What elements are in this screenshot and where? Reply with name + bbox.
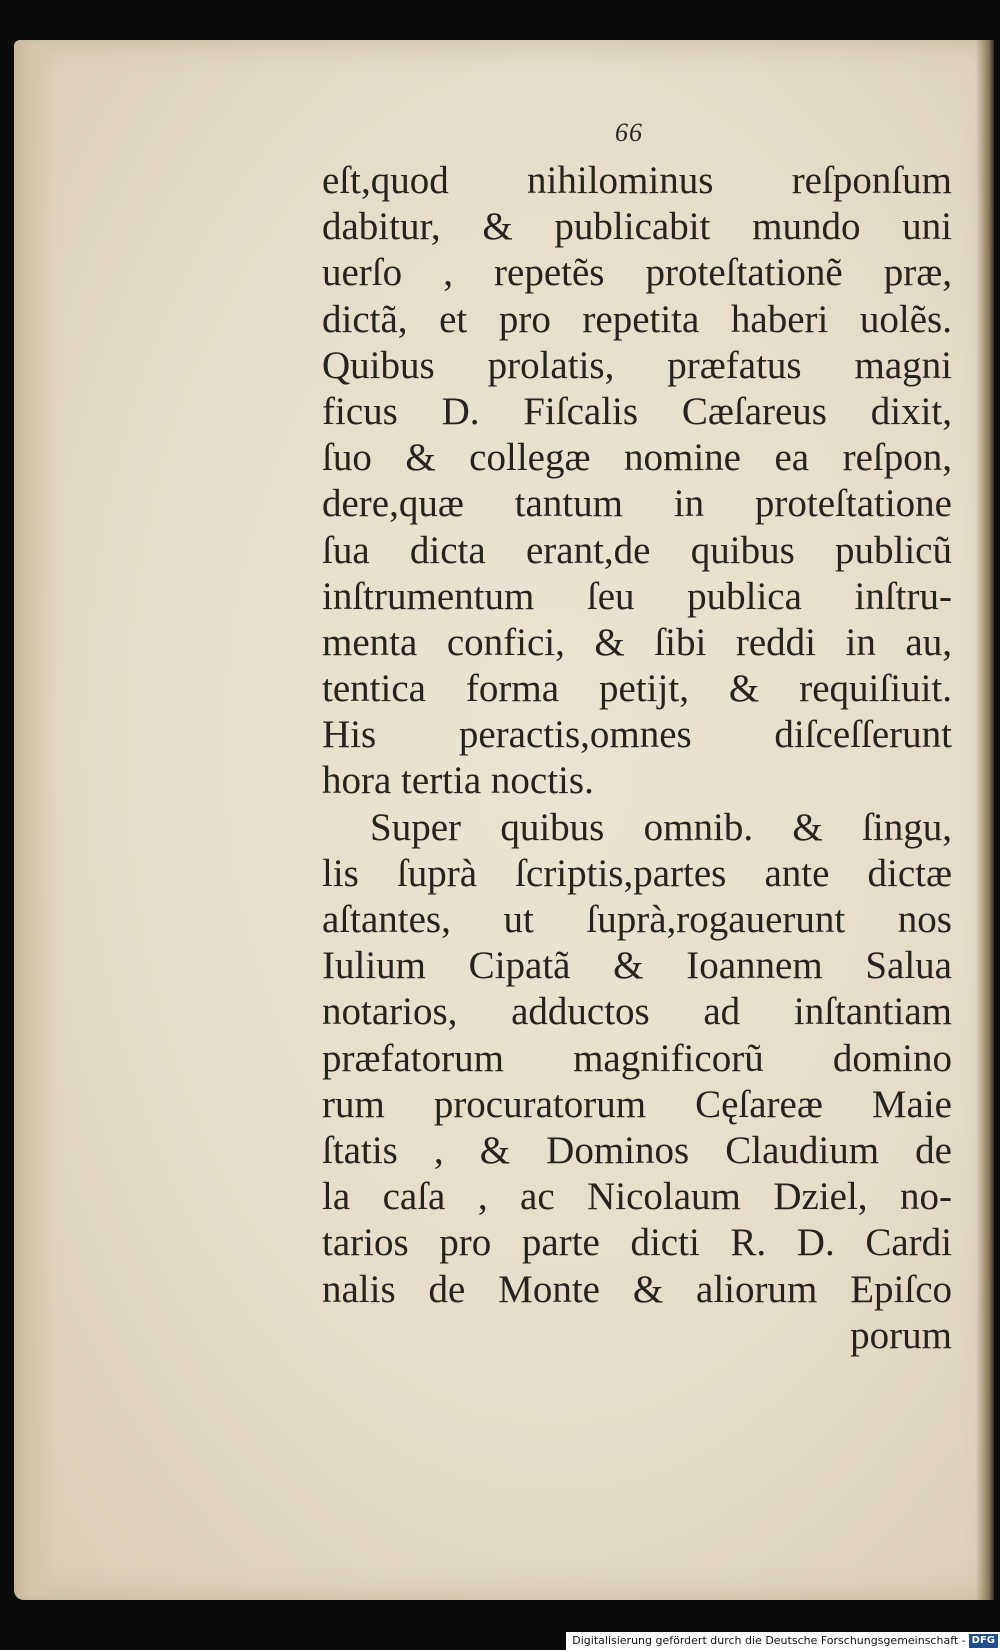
text-line: ſtatis , & Dominos Claudium de xyxy=(322,1128,952,1172)
text-line: hora tertia noctis. xyxy=(322,759,594,803)
text-line: notarios, adductos ad inſtantiam xyxy=(322,990,952,1034)
page-number: 66 xyxy=(615,118,643,147)
text-line: menta confici, & ſibi reddi in au, xyxy=(322,620,952,664)
text-line: ſua dicta erant,de quibus publicũ xyxy=(322,528,952,572)
text-line: Iulium Cipatã & Ioannem Salua xyxy=(322,944,952,988)
text-line: ſuo & collegæ nomine ea reſpon, xyxy=(322,436,952,480)
text-line: His peractis,omnes diſceſſerunt xyxy=(322,713,952,757)
text-line: la caſa , ac Nicolaum Dziel, no- xyxy=(322,1175,952,1219)
text-line: rum procuratorum Cęſareæ Maie xyxy=(322,1082,952,1126)
text-line: uerſo , repetẽs proteſtationẽ præ, xyxy=(322,251,952,295)
text-line: dictã, et pro repetita haberi uolẽs. xyxy=(322,297,952,341)
text-line: Super quibus omnib. & ſingu, xyxy=(370,805,952,849)
text-line: nalis de Monte & aliorum Epiſco xyxy=(322,1267,952,1311)
text-line: eſt,quod nihilominus reſponſum xyxy=(322,159,952,202)
page-gutter-shadow xyxy=(14,44,58,1596)
text-line: tentica forma petijt, & requiſiuit. xyxy=(322,667,952,711)
text-line: ficus D. Fiſcalis Cæſareus dixit, xyxy=(322,389,952,433)
text-line: lis ſuprà ſcriptis,partes ante dictæ xyxy=(322,851,952,895)
text-line: inſtrumentum ſeu publica inſtru- xyxy=(322,574,952,618)
text-line: tarios pro parte dicti R. D. Cardi xyxy=(322,1221,952,1265)
funding-footer xyxy=(566,1632,1000,1650)
page-text-block xyxy=(322,158,952,1359)
page-edge-shadow xyxy=(976,40,994,1600)
dfg-logo-icon: DFG xyxy=(969,1634,998,1648)
text-line: præfatorum magnificorũ domino xyxy=(322,1036,952,1080)
text-line: dere,quæ tantum in proteſtatione xyxy=(322,482,952,526)
text-line: aſtantes, ut ſuprà,rogauerunt nos xyxy=(322,898,952,941)
catchword: porum xyxy=(850,1313,952,1357)
text-line: dabitur, & publicabit mundo uni xyxy=(322,205,952,249)
text-line: Quibus prolatis, præfatus magni xyxy=(322,343,952,387)
funding-credit-text: Digitalisierung gefördert durch die Deutsche Forschungsgemeinschaft - xyxy=(572,1634,966,1647)
